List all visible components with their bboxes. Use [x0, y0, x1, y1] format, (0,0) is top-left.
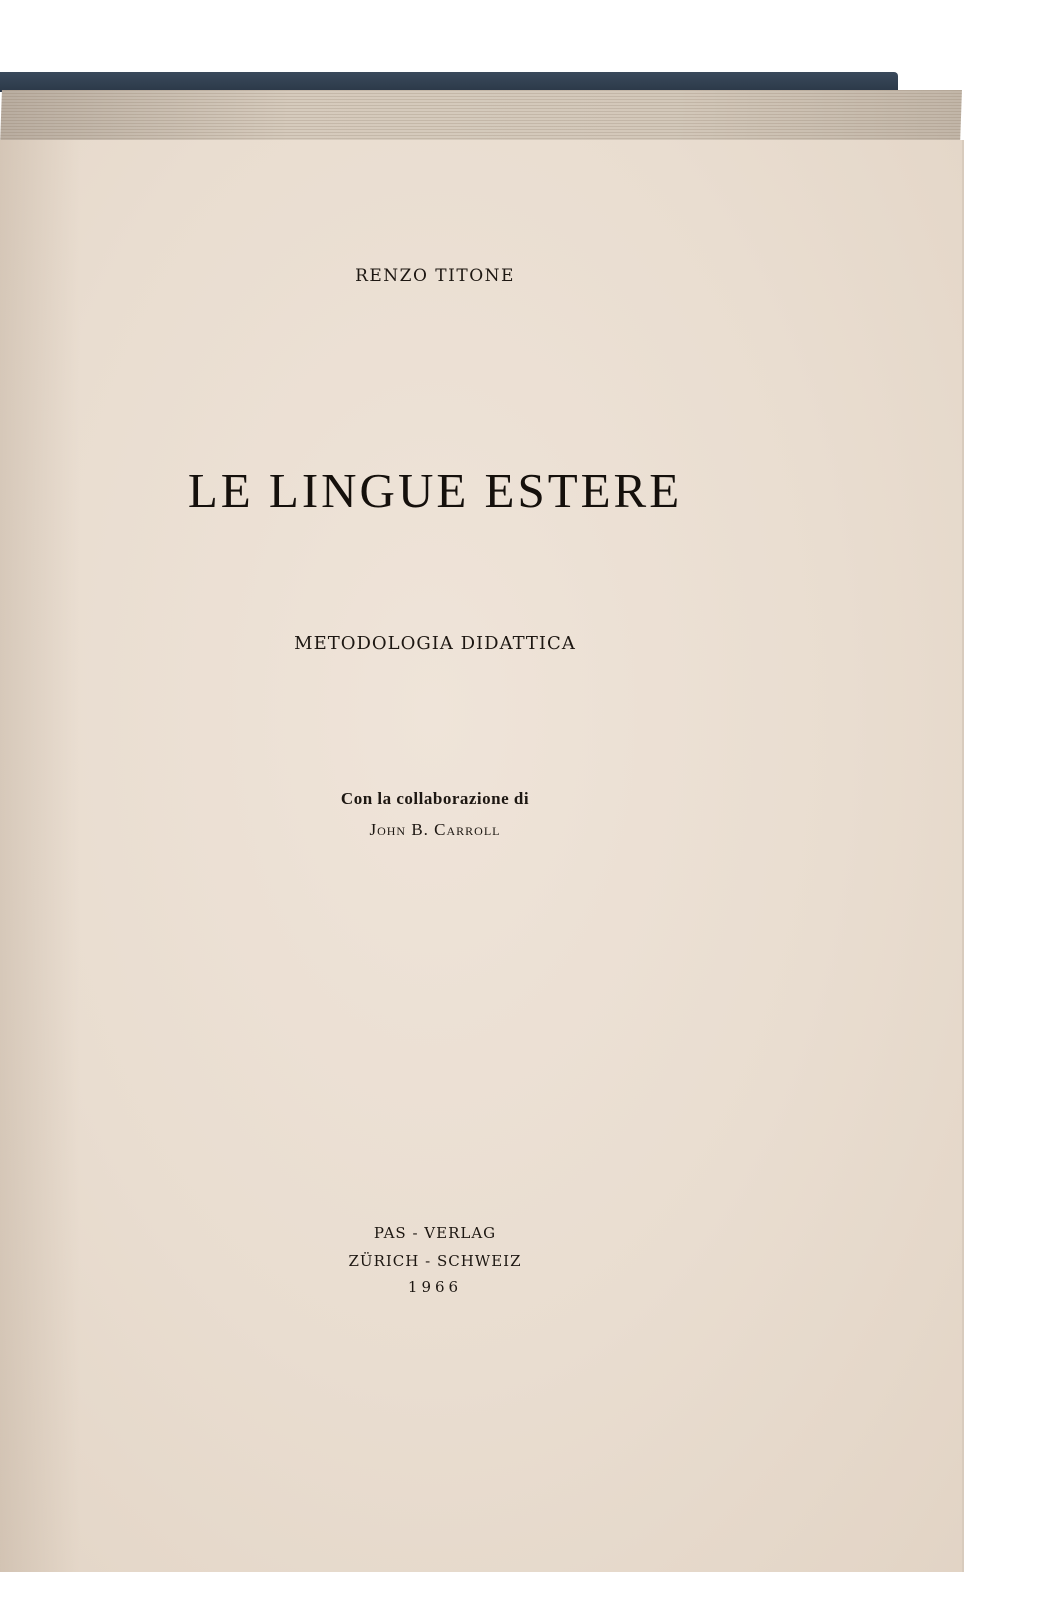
binding-shadow	[0, 140, 80, 1572]
book-subtitle: METODOLOGIA DIDATTICA	[294, 633, 576, 654]
publication-year: 1966	[407, 1278, 463, 1296]
page-edges	[0, 90, 962, 146]
coauthor-name: John B. Carroll	[369, 820, 501, 839]
collaboration-line: Con la collaborazione di	[340, 789, 530, 808]
publisher-place: ZÜRICH - SCHWEIZ	[348, 1252, 522, 1270]
publisher-name: PAS - VERLAG	[373, 1224, 497, 1242]
book-title: LE LINGUE ESTERE	[187, 463, 683, 518]
book-cover-edge	[0, 72, 898, 92]
author-name: RENZO TITONE	[355, 266, 515, 286]
